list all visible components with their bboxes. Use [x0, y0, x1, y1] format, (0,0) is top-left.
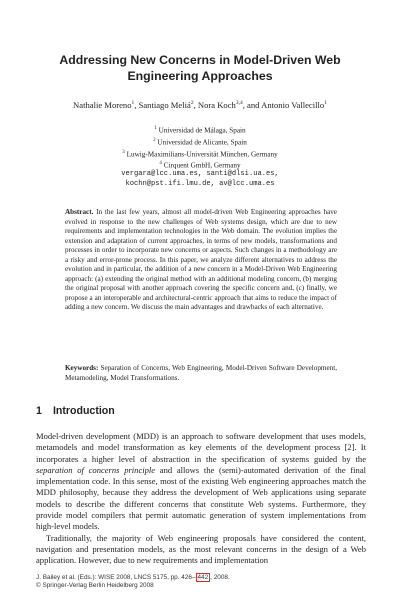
keywords-text: Separation of Concerns, Web Engineering, Model-Driven Software Development, Metamodeling, Model Transformations. — [65, 364, 337, 382]
keywords — [65, 364, 337, 383]
section-number: 1 — [36, 405, 42, 417]
title-line-2: Engineering Approaches — [127, 69, 273, 83]
affil-number: 3 — [122, 149, 125, 155]
author-name: Antonio Vallecillo — [261, 100, 325, 110]
author-separator: , — [193, 100, 198, 110]
affil-number: 4 — [159, 161, 162, 167]
affiliation — [40, 148, 360, 160]
paper-title — [40, 52, 360, 84]
paragraph: Traditionally, the majority of Web engineering proposals have considered the content, navigation and presentation models, as the most relevant concerns in the design of a Web application. However, due to new requirements and implementation — [36, 532, 366, 566]
affil-number: 2 — [153, 137, 156, 143]
abstract-text: In the last few years, almost all model-driven Web Engineering approaches have evolved in response to the new challenges of Web systems design, which are due to new requirements and implementation technologies in the Web domain. The evolution implies the extension and adaptation of current approaches, in terms of new models, transformations and processes in order to incorporate new concerns or aspects. Such changes in a methodology are a risky and error-prone process. In this paper, we analyze different alternatives to address the evolution and in particular, the addition of a new concern in a Model-Driven Web Engineering approach: (a) extending the original method with an additional modeling concern, (b) merging the original proposal with another approach covering the specific concern and, (c) finally, we propose a an interoperable and architectural-centric approach that aims to reduce the impact of adding a new concern. We discuss the main advantages and drawbacks of each alternative. — [65, 208, 337, 312]
page-range-end: 442 — [197, 574, 209, 581]
abstract — [65, 208, 337, 313]
author-affil-mark: 3,4 — [235, 100, 243, 107]
author-name: Nathalie Moreno — [73, 100, 132, 110]
paragraph-text: and allows the (semi)-automated derivation of the final implementation code. In this sense, most of the existing Web engineering approaches match the MDD philosophy, because they address the development of Web applications using separate models to describe the different concerns that constitute Web systems. Furthermore, they provide model compilers that permit automatic generation of system implementations from high-level models. — [36, 464, 366, 532]
affiliation-list — [40, 124, 360, 171]
keywords-label: Keywords: — [65, 364, 99, 372]
author-affil-mark: 1 — [131, 100, 135, 107]
email-list — [40, 170, 360, 189]
author-separator: , and — [242, 100, 262, 110]
paragraph-text: Model-driven development (MDD) is an approach to software development that uses models, metamodels and model transformation as key elements of the development process [2]. It incorporates a higher level of abstraction in the specification of systems guided by the — [36, 431, 366, 464]
copyright-line: © Springer-Verlag Berlin Heidelberg 2008 — [36, 582, 154, 590]
email-line: kochn@pst.ifi.lmu.de, av@lcc.uma.es — [125, 179, 275, 188]
email-line: vergara@lcc.uma.es, santi@dlsi.ua.es, — [121, 170, 279, 178]
section-title: Introduction — [52, 405, 115, 417]
author-affil-mark: 1 — [324, 100, 327, 107]
citation-year: , 2008. — [210, 574, 230, 581]
author-separator: , — [134, 100, 139, 110]
affiliation — [40, 124, 360, 136]
body-text — [36, 431, 366, 567]
affiliation — [40, 136, 360, 148]
section-heading — [36, 405, 366, 417]
emphasis-text: separation of concerns principle — [36, 464, 156, 475]
affil-number: 1 — [154, 126, 157, 131]
affil-text: Universidad de Alicante, Spain — [157, 138, 247, 147]
author-list — [20, 100, 380, 110]
citation-line — [36, 573, 366, 582]
affil-text: Luwig-Maximilians-Universität München, Germany — [126, 149, 278, 158]
title-line-1: Addressing New Concerns in Model-Driven Web — [59, 53, 341, 67]
author-affil-mark: 2 — [190, 100, 194, 107]
citation-text: J. Bailey et al. (Eds.): WISE 2008, LNCS 5175, pp. 426– — [36, 574, 196, 581]
paragraph — [36, 431, 366, 533]
abstract-label: Abstract. — [65, 208, 94, 216]
affil-text: Universidad de Málaga, Spain — [158, 126, 246, 135]
page-footer — [36, 573, 366, 591]
affil-text: Cirquent GmbH, Germany — [163, 161, 241, 170]
author-name: Nora Koch — [197, 100, 236, 110]
author-name: Santiago Meliá — [138, 100, 191, 110]
